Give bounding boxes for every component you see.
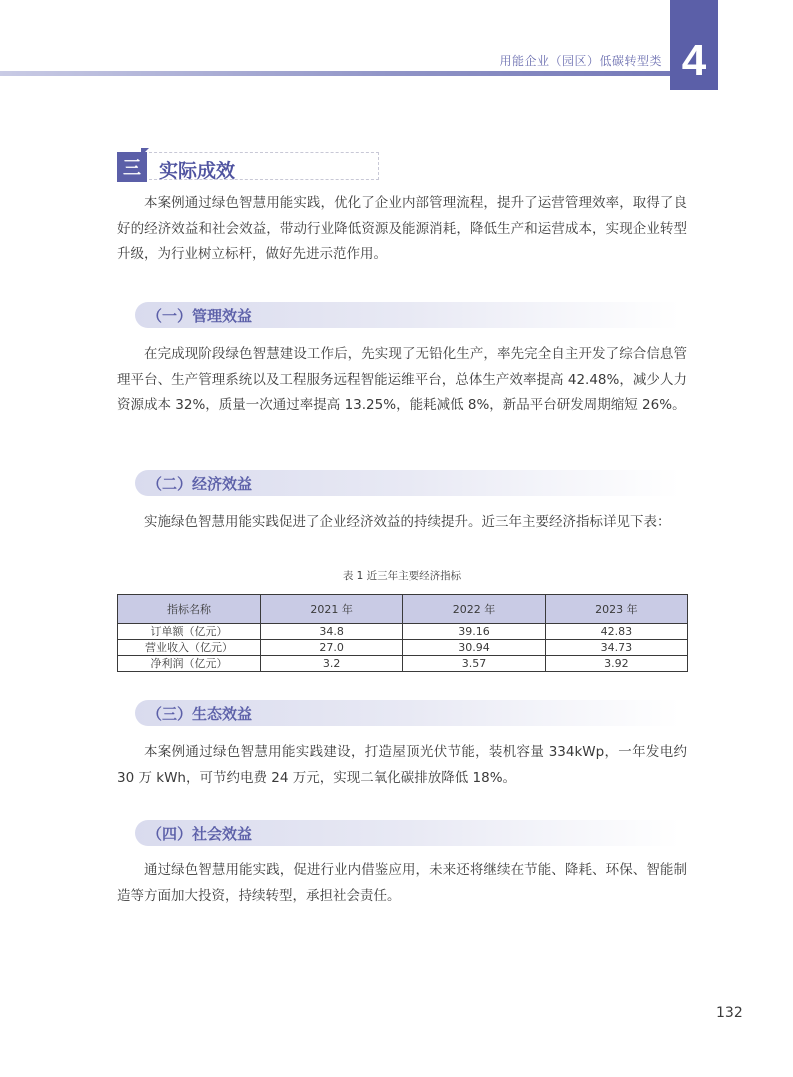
table-cell: 42.83 [545,624,687,640]
table-caption: 表 1 近三年主要经济指标 [342,570,462,582]
subsection-heading-ecological [135,700,680,726]
table-cell: 27.0 [261,640,403,656]
table-cell: 3.2 [261,656,403,672]
table-cell: 34.8 [261,624,403,640]
chapter-number-tab: 4 [670,0,718,90]
table-row [118,624,688,640]
table-row [118,640,688,656]
section-heading [117,148,380,184]
subsection-heading-economic [135,470,680,496]
column-header: 2022 年 [403,595,545,624]
table-cell: 39.16 [403,624,545,640]
running-header: 用能企业（园区）低碳转型类 [499,54,662,68]
intro-paragraph: 本案例通过绿色智慧用能实践，优化了企业内部管理流程，提升了运营管理效率，取得了良好的经济效益和社会效益，带动行业降低资源及能源消耗，降低生产和运营成本，实现企业转型升级，为行业树立标杆，做好先进示范作用。 [117,195,687,262]
subsection-heading-social [135,820,680,846]
table-cell: 34.73 [545,640,687,656]
header-rule [0,71,670,76]
table-cell: 3.57 [403,656,545,672]
paragraph-management: 在完成现阶段绿色智慧建设工作后，先实现了无铅化生产，率先完全自主开发了综合信息管理平台、生产管理系统以及工程服务远程智能运维平台，总体生产效率提高 42.48%，减少人力资源成本 32%，质量一次通过率提高 13.25%，能耗减低 8%，新品平台研发周期缩短 26%。 [117,346,687,413]
page-number: 132 [716,1005,743,1021]
section-number: 三 [117,152,147,182]
table-cell: 30.94 [403,640,545,656]
paragraph-economic: 实施绿色智慧用能实践促进了企业经济效益的持续提升。近三年主要经济指标详见下表： [144,514,671,530]
paragraph-social: 通过绿色智慧用能实践，促进行业内借鉴应用，未来还将继续在节能、降耗、环保、智能制造等方面加大投资，持续转型，承担社会责任。 [117,862,687,904]
column-header: 2023 年 [545,595,687,624]
paragraph-ecological: 本案例通过绿色智慧用能实践建设，打造屋顶光伏节能，装机容量 334kWp，一年发电约 30 万 kWh，可节约电费 24 万元，实现二氧化碳排放降低 18%。 [117,744,687,786]
subsection-heading-management [135,302,680,328]
column-header: 指标名称 [118,595,261,624]
table-header-row [118,595,688,624]
table-cell: 净利润（亿元） [118,656,261,672]
subsection-title: （三）生态效益 [147,705,253,723]
table-cell: 订单额（亿元） [118,624,261,640]
table-cell: 营业收入（亿元） [118,640,261,656]
subsection-title: （一）管理效益 [147,307,253,325]
section-title: 实际成效 [159,160,236,182]
table-row [118,656,688,672]
section-corner-mark [141,148,149,156]
subsection-title: （二）经济效益 [147,475,253,493]
table-cell: 3.92 [545,656,687,672]
subsection-title: （四）社会效益 [147,825,253,843]
column-header: 2021 年 [261,595,403,624]
economic-indicators-table [117,594,688,672]
